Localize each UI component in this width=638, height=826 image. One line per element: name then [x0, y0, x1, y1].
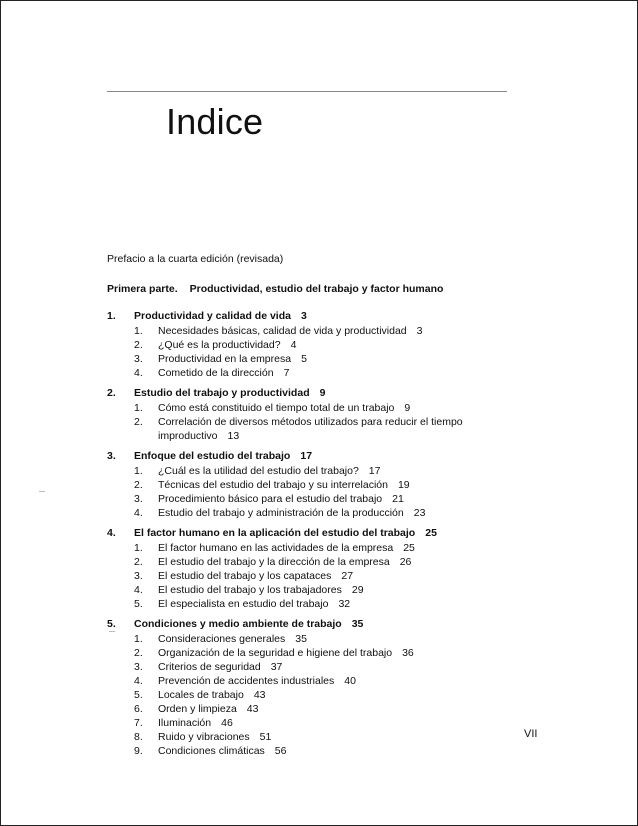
chapter-title: Estudio del trabajo y productividad — [134, 387, 310, 399]
page-title: Indice — [166, 101, 264, 142]
section-page: 37 — [270, 661, 283, 673]
chapter-number: 3. — [107, 450, 116, 462]
section-title — [158, 702, 527, 716]
section-title — [158, 555, 527, 569]
section-text: Iluminación — [158, 717, 212, 729]
section-number: 2. — [134, 647, 143, 659]
section-text: Cómo está constituido el tiempo total de un trabajo — [158, 402, 395, 414]
section-number: 5. — [134, 598, 143, 610]
section-number: 2. — [134, 479, 143, 491]
section-text: Cometido de la dirección — [158, 367, 274, 379]
section-number: 2. — [134, 416, 143, 428]
chapter-heading — [107, 386, 527, 401]
section-text: Productividad en la empresa — [158, 353, 292, 365]
section-text: ¿Cuál es la utilidad del estudio del trabajo? — [158, 465, 359, 477]
section-title — [158, 352, 527, 366]
section-page: 51 — [259, 731, 272, 743]
section-number: 4. — [134, 584, 143, 596]
list-item — [107, 338, 527, 352]
section-number: 3. — [134, 661, 143, 673]
section-text: Organización de la seguridad e higiene del trabajo — [158, 647, 393, 659]
section-number: 1. — [134, 465, 143, 477]
section-text: Procedimiento básico para el estudio del trabajo — [158, 493, 383, 505]
section-list — [107, 541, 527, 611]
section-number: 1. — [134, 542, 143, 554]
section-page: 5 — [301, 353, 307, 365]
chapter-entry — [107, 386, 527, 443]
part-heading — [107, 283, 443, 295]
chapter-heading — [107, 617, 527, 632]
section-number: 2. — [134, 556, 143, 568]
section-page: 35 — [295, 633, 307, 645]
header-rule — [107, 91, 507, 92]
page-number: VII — [524, 728, 538, 740]
section-number: 9. — [134, 745, 143, 757]
section-page: 13 — [227, 430, 240, 442]
section-title — [158, 688, 527, 702]
section-page: 3 — [416, 325, 423, 337]
section-list — [107, 324, 527, 380]
section-title — [158, 632, 527, 646]
list-item — [107, 478, 527, 492]
section-page: 43 — [246, 703, 259, 715]
section-title — [158, 541, 527, 555]
chapter-entry — [107, 526, 527, 611]
list-item — [107, 632, 527, 646]
section-title — [158, 730, 527, 744]
chapter-heading — [107, 526, 527, 541]
list-item — [107, 366, 527, 380]
section-text: Prevención de accidentes industriales — [158, 675, 335, 687]
list-item — [107, 660, 527, 674]
list-item — [107, 597, 527, 611]
section-text: Criterios de seguridad — [158, 661, 261, 673]
section-number: 6. — [134, 703, 143, 715]
part-label: Primera parte. — [107, 283, 178, 295]
section-number: 3. — [134, 353, 143, 365]
section-number: 8. — [134, 731, 143, 743]
list-item — [107, 401, 527, 415]
section-number: 1. — [134, 633, 143, 645]
section-text: Técnicas del estudio del trabajo y su interrelación — [158, 479, 388, 491]
section-page: 17 — [368, 465, 381, 477]
section-text: Locales de trabajo — [158, 689, 244, 701]
chapter-page: 35 — [351, 618, 364, 630]
section-page: 26 — [399, 556, 412, 568]
section-page: 25 — [403, 542, 415, 554]
section-list — [107, 464, 527, 520]
list-item — [107, 464, 527, 478]
section-title — [158, 506, 527, 520]
section-title — [158, 366, 527, 380]
chapter-title: Enfoque del estudio del trabajo — [134, 450, 291, 462]
section-number: 1. — [134, 325, 143, 337]
section-number: 7. — [134, 717, 143, 729]
section-page: 21 — [392, 493, 404, 505]
section-text: El factor humano en las actividades de la empresa — [158, 542, 394, 554]
section-text: ¿Qué es la productividad? — [158, 339, 281, 351]
section-page: 36 — [402, 647, 414, 659]
list-item — [107, 702, 527, 716]
section-title — [158, 478, 527, 492]
margin-mark — [39, 491, 45, 492]
preface-entry: Prefacio a la cuarta edición (revisada) — [107, 253, 284, 265]
section-text: Ruido y vibraciones — [158, 731, 250, 743]
list-item — [107, 415, 527, 443]
list-item — [107, 541, 527, 555]
section-title — [158, 324, 527, 338]
chapter-entry — [107, 617, 527, 758]
chapter-number: 2. — [107, 387, 116, 399]
section-text: El estudio del trabajo y los trabajadores — [158, 584, 342, 596]
chapter-number: 4. — [107, 527, 116, 539]
section-page: 23 — [413, 507, 426, 519]
part-title: Productividad, estudio del trabajo y factor humano — [189, 283, 444, 295]
section-page: 7 — [283, 367, 290, 379]
section-title — [158, 597, 527, 611]
section-title — [158, 583, 527, 597]
chapter-title: El factor humano en la aplicación del estudio del trabajo — [134, 527, 416, 539]
section-page: 27 — [341, 570, 354, 582]
section-number: 5. — [134, 689, 143, 701]
chapter-page: 25 — [425, 527, 437, 539]
section-text: Correlación de diversos métodos utilizados para reducir el tiempo improductivo — [158, 416, 463, 442]
section-page: 32 — [338, 598, 351, 610]
section-title — [158, 660, 527, 674]
section-title — [158, 569, 527, 583]
chapter-heading — [107, 449, 527, 464]
list-item — [107, 352, 527, 366]
list-item — [107, 555, 527, 569]
section-page: 9 — [404, 402, 411, 414]
section-page: 4 — [290, 339, 297, 351]
section-title — [158, 415, 527, 443]
section-number: 4. — [134, 675, 143, 687]
section-text: Orden y limpieza — [158, 703, 237, 715]
list-item — [107, 744, 527, 758]
list-item — [107, 569, 527, 583]
chapter-number: 1. — [107, 310, 116, 322]
section-title — [158, 338, 527, 352]
section-number: 1. — [134, 402, 143, 414]
section-title — [158, 492, 527, 506]
section-number: 3. — [134, 570, 143, 582]
section-title — [158, 674, 527, 688]
section-title — [158, 646, 527, 660]
section-title — [158, 464, 527, 478]
section-text: El especialista en estudio del trabajo — [158, 598, 329, 610]
section-list — [107, 632, 527, 758]
section-text: Consideraciones generales — [158, 633, 286, 645]
section-page: 46 — [221, 717, 233, 729]
chapter-entry — [107, 309, 527, 380]
section-title — [158, 401, 527, 415]
section-page: 56 — [274, 745, 287, 757]
section-number: 2. — [134, 339, 143, 351]
section-page: 19 — [397, 479, 410, 491]
section-text: Condiciones climáticas — [158, 745, 265, 757]
chapter-title: Productividad y calidad de vida — [134, 310, 291, 322]
section-text: El estudio del trabajo y la dirección de la empresa — [158, 556, 390, 568]
section-title — [158, 744, 527, 758]
table-of-contents — [107, 309, 527, 764]
chapter-entry — [107, 449, 527, 520]
chapter-number: 5. — [107, 618, 116, 630]
section-text: Necesidades básicas, calidad de vida y productividad — [158, 325, 407, 337]
section-number: 4. — [134, 367, 143, 379]
section-page: 29 — [351, 584, 364, 596]
section-number: 3. — [134, 493, 143, 505]
list-item — [107, 730, 527, 744]
margin-mark — [109, 631, 115, 632]
list-item — [107, 492, 527, 506]
list-item — [107, 324, 527, 338]
section-number: 4. — [134, 507, 143, 519]
section-title — [158, 716, 527, 730]
chapter-page: 17 — [300, 450, 313, 462]
list-item — [107, 506, 527, 520]
list-item — [107, 583, 527, 597]
list-item — [107, 716, 527, 730]
chapter-heading — [107, 309, 527, 324]
section-text: El estudio del trabajo y los capataces — [158, 570, 332, 582]
list-item — [107, 674, 527, 688]
section-page: 40 — [344, 675, 356, 687]
chapter-page: 3 — [300, 310, 307, 322]
chapter-title: Condiciones y medio ambiente de trabajo — [134, 618, 342, 630]
section-text: Estudio del trabajo y administración de la producción — [158, 507, 404, 519]
chapter-page: 9 — [319, 387, 326, 399]
section-page: 43 — [253, 689, 266, 701]
list-item — [107, 688, 527, 702]
section-list — [107, 401, 527, 443]
list-item — [107, 646, 527, 660]
